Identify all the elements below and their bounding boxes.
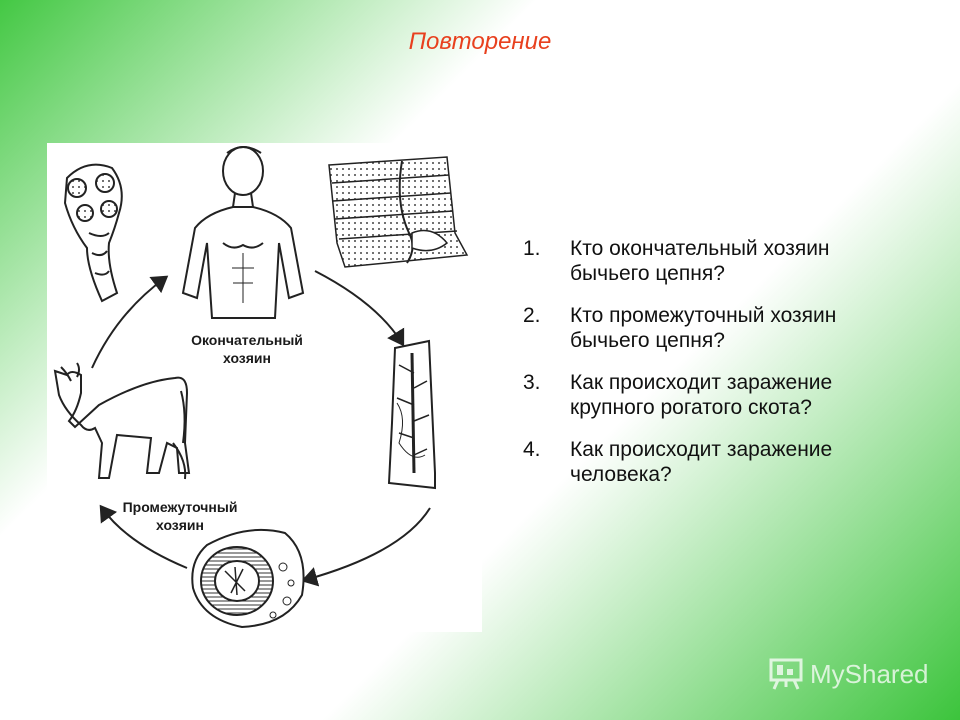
watermark-logo [768, 656, 929, 692]
question-item [518, 303, 938, 353]
cow-drawing [55, 363, 189, 479]
question-number: 1. [523, 237, 541, 260]
life-cycle-illustration [47, 143, 482, 632]
question-text-line1: Как происходит заражение [570, 438, 833, 461]
life-cycle-figure [47, 143, 482, 632]
intermediate-host-label [105, 498, 255, 534]
question-text-line1: Как происходит заражение [570, 371, 833, 394]
question-text-line2: бычьего цепня? [570, 262, 725, 285]
question-number: 2. [523, 304, 541, 327]
question-text-line1: Кто промежуточный хозяин [570, 304, 837, 327]
question-text-line1: Кто окончательный хозяин [570, 237, 830, 260]
question-number: 4. [523, 438, 541, 461]
question-number: 3. [523, 371, 541, 394]
presentation-board-icon [768, 657, 804, 691]
question-list [518, 236, 938, 504]
question-item [518, 236, 938, 286]
question-item [518, 437, 938, 487]
question-text-line2: бычьего цепня? [570, 329, 725, 352]
slide-title: Повторение [408, 28, 552, 55]
definitive-host-label-line1: Окончательный [191, 332, 303, 348]
question-item [518, 370, 938, 420]
human-drawing [183, 147, 303, 318]
watermark-text: MyShared [810, 658, 929, 689]
intermediate-host-label-line1: Промежуточный [122, 499, 238, 515]
definitive-host-label [172, 331, 322, 367]
muscle-tissue-drawing [329, 157, 467, 267]
scolex-drawing [65, 165, 122, 301]
intermediate-host-label-line2: хозяин [156, 517, 204, 533]
proglottid-drawing [389, 341, 435, 488]
question-text-line2: человека? [570, 463, 672, 486]
question-text-line2: крупного рогатого скота? [570, 396, 812, 419]
egg-drawing [192, 530, 303, 627]
definitive-host-label-line2: хозяин [223, 350, 271, 366]
